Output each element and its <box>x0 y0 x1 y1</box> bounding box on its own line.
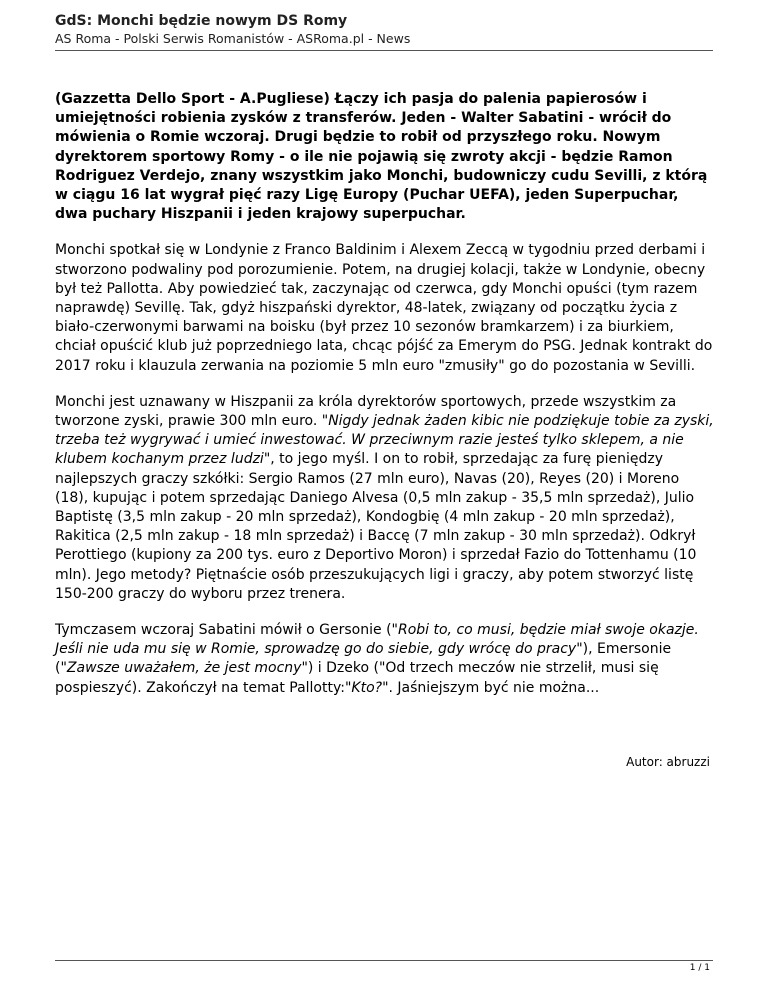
article-paragraph-2 <box>55 393 715 604</box>
article-body <box>55 90 715 715</box>
paragraph-2-text-b: ", to jego myśl. I on to robił, sprzedając za furę pieniędzy najlepszych graczy szkółki: Sergio Ramos (27 mln euro), Navas (20), Reyes (20) i Moreno (18), kupując i potem sprzedając Daniego Alvesa (0,5 mln zakup - 35,5 mln sprzedaż), Julio Baptistę (3,5 mln zakup - 20 mln sprzedaż), Kondogbię (4 mln zakup - 20 mln sprzedaż), Rakitica (2,5 mln zakup - 18 mln sprzedaż) i Baccę (7 mln zakup - 30 mln sprzedaż). Odkrył Perottiego (kupiony za 200 tys. euro z Deportivo Moron) i sprzedał Fazio do Tottenhamu (10 mln). Jego metody? Piętnaście osób przeszukujących ligi i graczy, aby potem stworzyć listę 150-200 graczy do wyboru przez trenera. <box>55 451 697 602</box>
document-subtitle: AS Roma - Polski Serwis Romanistów - ASRoma.pl - News <box>55 31 411 46</box>
monchi-quote: Nigdy jednak żaden kibic nie podziękuje tobie za zyski, trzeba też wygrywać i umieć inwestować. W przeciwnym razie jesteś tylko sklepem, a nie klubem kochanym przez ludzi <box>55 413 714 468</box>
pallotta-quote: Kto? <box>351 679 383 696</box>
paragraph-3-text-c: ") i Dzeko ("Od trzech meczów nie strzelił, musi się pospieszyć). Zakończył na temat Pallotty:" <box>55 660 659 696</box>
article-paragraph-1: Monchi spotkał się w Londynie z Franco Baldinim i Alexem Zeccą w tygodniu przed derbami i stworzono podwaliny pod porozumienie. Potem, na drugiej kolacji, także w Londynie, obecny był też Pallotta. Aby powiedzieć tak, zaczynając od czerwca, gdy Monchi opuści (tym razem naprawdę) Sevillę. Tak, gdyż hiszpański dyrektor, 48-latek, związany od początku życia z biało-czerwonymi barwami na boisku (był przez 10 sezonów bramkarzem) i za biurkiem, chciał opuścić klub już poprzedniego lata, chcąc pójść za Emerym do PSG. Jednak kontrakt do 2017 roku i klauzula zerwania na poziomie 5 mln euro "zmusiły" go do pozostania w Sevilli. <box>55 242 713 374</box>
page-number: 1 / 1 <box>689 963 710 973</box>
paragraph-3-text-d: ". Jaśniejszym być nie można... <box>382 679 600 696</box>
paragraph-3-text-a: Tymczasem wczoraj Sabatini mówił o Gersonie (" <box>55 622 398 639</box>
header-divider <box>55 50 713 51</box>
gerson-quote: Robi to, co musi, będzie miał swoje okazje. Jeśli nie uda mu się w Romie, sprowadzę go do siebie, gdy wrócę do pracy <box>55 622 699 658</box>
paragraph-2-text-a: Monchi jest uznawany w Hiszpanii za króla dyrektorów sportowych, przede wszystkim za tworzone zyski, prawie 300 mln euro. " <box>55 393 677 430</box>
paragraph-3-text-b: "), Emersonie (" <box>55 641 672 677</box>
emerson-quote: Zawsze uważałem, że jest mocny <box>66 660 302 677</box>
footer-divider <box>55 960 713 961</box>
article-author: Autor: abruzzi <box>626 755 710 769</box>
article-paragraph-3 <box>55 621 715 698</box>
document-title: GdS: Monchi będzie nowym DS Romy <box>55 13 348 29</box>
article-lead: (Gazzetta Dello Sport - A.Pugliese) Łączy ich pasja do palenia papierosów i umiejętności robienia zysków z transferów. Jeden - Walter Sabatini - wrócił do mówienia o Romie wczoraj. Drugi będzie to robił od przyszłego roku. Nowym dyrektorem sportowy Romy - o ile nie pojawią się zwroty akcji - będzie Ramon Rodriguez Verdejo, znany wszystkim jako Monchi, budowniczy cudu Sevilli, z którą w ciągu 16 lat wygrał pięć razy Ligę Europy (Puchar UEFA), jeden Superpuchar, dwa puchary Hiszpanii i jeden krajowy superpuchar. <box>55 91 708 223</box>
page-header <box>55 12 713 47</box>
